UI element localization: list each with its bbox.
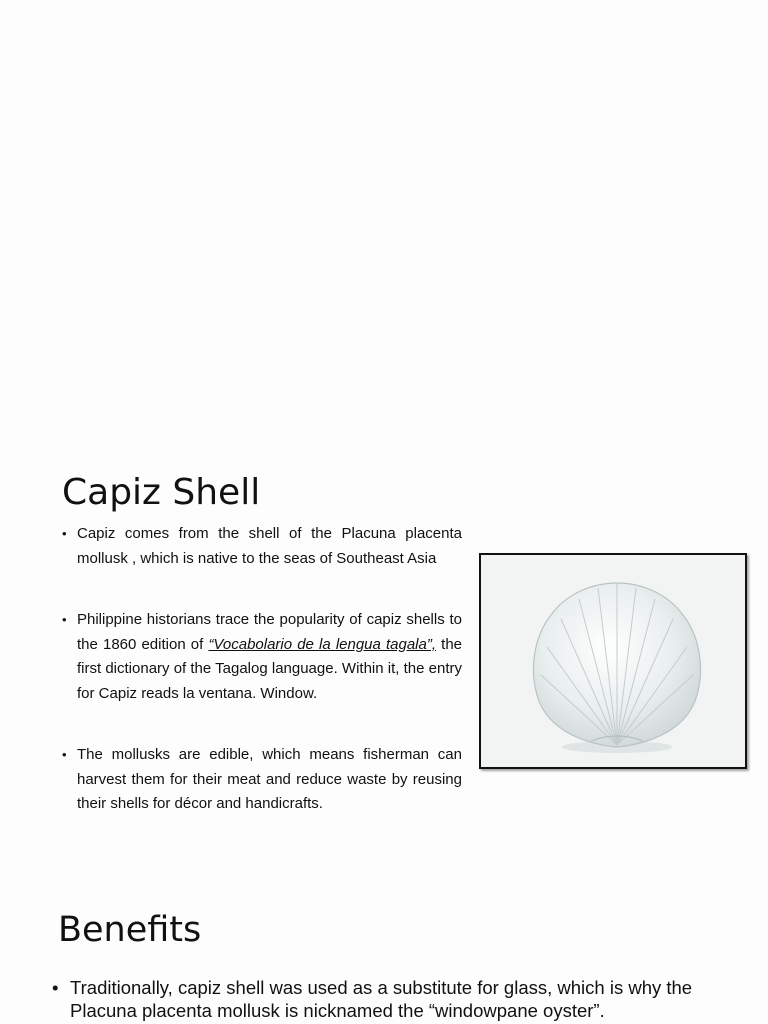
capiz-shell-image	[479, 553, 747, 769]
bullet-item	[62, 743, 462, 817]
bullet-item	[62, 522, 462, 571]
capiz-shell-title: Capiz Shell	[62, 472, 261, 513]
bullet-item	[62, 608, 462, 706]
bullet-text: the first dictionary of the Tagalog language. Within it, the entry for Capiz reads la ventana. Window.	[77, 635, 463, 702]
benefits-title: Benefits	[58, 910, 202, 950]
bullet-text: Philippine historians trace the popularity of capiz shells to the 1860 edition of	[77, 611, 462, 653]
capiz-shell-photo-icon	[481, 555, 745, 767]
dictionary-reference-link[interactable]: “Vocabolario de la lengua tagala”,	[208, 635, 437, 653]
bullet-item	[52, 976, 742, 1022]
bullet-text: The mollusks are edible, which means fisherman can harvest them for their meat and reduce waste by reusing their shells for décor and handicrafts.	[77, 746, 462, 812]
capiz-bullet-list	[62, 522, 462, 817]
bullet-text: Traditionally, capiz shell was used as a substitute for glass, which is why the Placuna placenta mollusk is nicknamed the “windowpane oyster”.	[70, 977, 693, 1021]
bullet-text: Capiz comes from the shell of the Placuna placenta mollusk , which is native to the seas of Southeast Asia	[77, 525, 462, 567]
benefits-bullet-list	[52, 976, 742, 1022]
